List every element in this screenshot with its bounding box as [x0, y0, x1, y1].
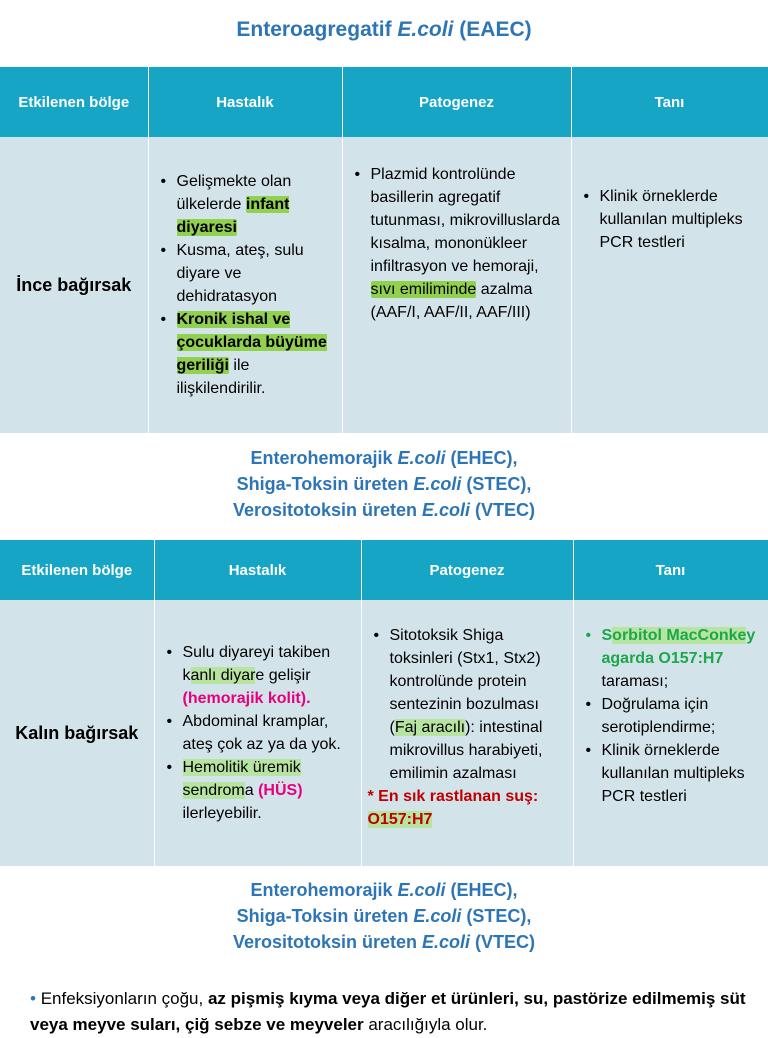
list-item: • Kronik ishal ve çocuklarda büyüme geriliği ile ilişkilendirilir.	[177, 308, 336, 400]
list-item: • Doğrulama için serotiplendirme;	[602, 693, 762, 739]
strain-o157: O157:H7	[367, 811, 433, 828]
table-row	[0, 137, 768, 433]
header-disease: Hastalık	[148, 67, 342, 137]
list-item: • Kusma, ateş, sulu diyare ve dehidratasyon	[177, 239, 336, 308]
diagnosis-cell	[571, 137, 768, 433]
header-diagnosis: Tanı	[571, 67, 768, 137]
highlight-fluid-absorption: sıvı emiliminde	[370, 281, 477, 298]
header-region: Etkilenen bölge	[0, 540, 154, 600]
hus-abbrev: (HÜS)	[258, 782, 303, 799]
table-row	[0, 600, 768, 866]
region-cell: Kalın bağırsak	[0, 600, 154, 866]
infection-sources-paragraph: • Enfeksiyonların çoğu, az pişmiş kıyma veya diğer et ürünleri, su, pastörize edilmemiş süt veya meyve suları, çiğ sebze ve meyveler aracılığıyla olur.	[30, 989, 746, 1034]
ehec-title: Enterohemorajik E.coli (EHEC), Shiga-Toksin üreten E.coli (STEC), Verositotoksin üreten E.coli (VTEC)	[232, 448, 536, 520]
highlight-chronic-diarrhea: Kronik ishal ve çocuklarda büyüme geriliği	[176, 311, 327, 374]
list-item: • Sorbitol MacConkey agarda O157:H7 taraması;	[602, 624, 762, 693]
eaec-title	[0, 16, 768, 44]
disease-cell	[148, 137, 342, 433]
header-region: Etkilenen bölge	[0, 67, 148, 137]
header-diagnosis: Tanı	[573, 540, 768, 600]
title-ecoli: E.coli	[397, 18, 454, 41]
table-header-row	[0, 540, 768, 600]
list-item: • Abdominal kramplar, ateş çok az ya da yok.	[183, 710, 355, 756]
highlight-infant-diarrhea: infant diyaresi	[176, 196, 290, 236]
eaec-table	[0, 67, 768, 433]
list-item: • Sulu diyareyi takiben kanlı diyare gelişir (hemorajik kolit).	[183, 641, 355, 710]
disease-cell	[154, 600, 361, 866]
bullet-dot: •	[30, 989, 36, 1008]
region-cell: İnce bağırsak	[0, 137, 148, 433]
list-item: • Sitotoksik Shiga toksinleri (Stx1, Stx2) kontrolünde protein sentezinin bozulması (Faj aracılı): intestinal mikrovillus harabiyeti, emilimin azalması	[390, 624, 567, 785]
list-item: • Klinik örneklerde kullanılan multipleks PCR testleri	[602, 739, 762, 808]
title-text: Enteroagregatif	[236, 18, 398, 41]
pathogenesis-cell	[361, 600, 573, 866]
header-disease: Hastalık	[154, 540, 361, 600]
ehec-table	[0, 540, 768, 866]
highlight-phage: Faj aracılı	[394, 719, 466, 736]
highlight-sorbitol: orbitol MacConke	[612, 627, 747, 644]
list-item: • Gelişmekte olan ülkelerde infant diyaresi	[177, 170, 336, 239]
header-pathogenesis: Patogenez	[342, 67, 571, 137]
header-pathogenesis: Patogenez	[361, 540, 573, 600]
list-item: • Klinik örneklerde kullanılan multipleks PCR testleri	[600, 185, 762, 254]
pathogenesis-cell	[342, 137, 571, 433]
most-common-strain: * En sık rastlanan suş: O157:H7	[367, 788, 539, 828]
list-item: • Plazmid kontrolünde basillerin agregatif tutunması, mikrovilluslarda kısalma, mononükleer infiltrasyon ve hemoraji, sıvı emiliminde azalma (AAF/I, AAF/II, AAF/III)	[371, 163, 565, 324]
hemorrhagic-colitis: (hemorajik kolit).	[182, 690, 311, 707]
ehec-title-repeat: Enterohemorajik E.coli (EHEC), Shiga-Toksin üreten E.coli (STEC), Verositotoksin üreten E.coli (VTEC)	[232, 880, 536, 952]
highlight-hus: Hemolitik üremik sendrom	[182, 759, 301, 799]
diagnosis-cell	[573, 600, 768, 866]
title-abbrev: (EAEC)	[453, 18, 532, 41]
list-item: • Hemolitik üremik sendroma (HÜS) ilerleyebilir.	[183, 756, 355, 825]
table-header-row	[0, 67, 768, 137]
highlight-bloody-diarrhea: anlı diyar	[190, 667, 256, 684]
